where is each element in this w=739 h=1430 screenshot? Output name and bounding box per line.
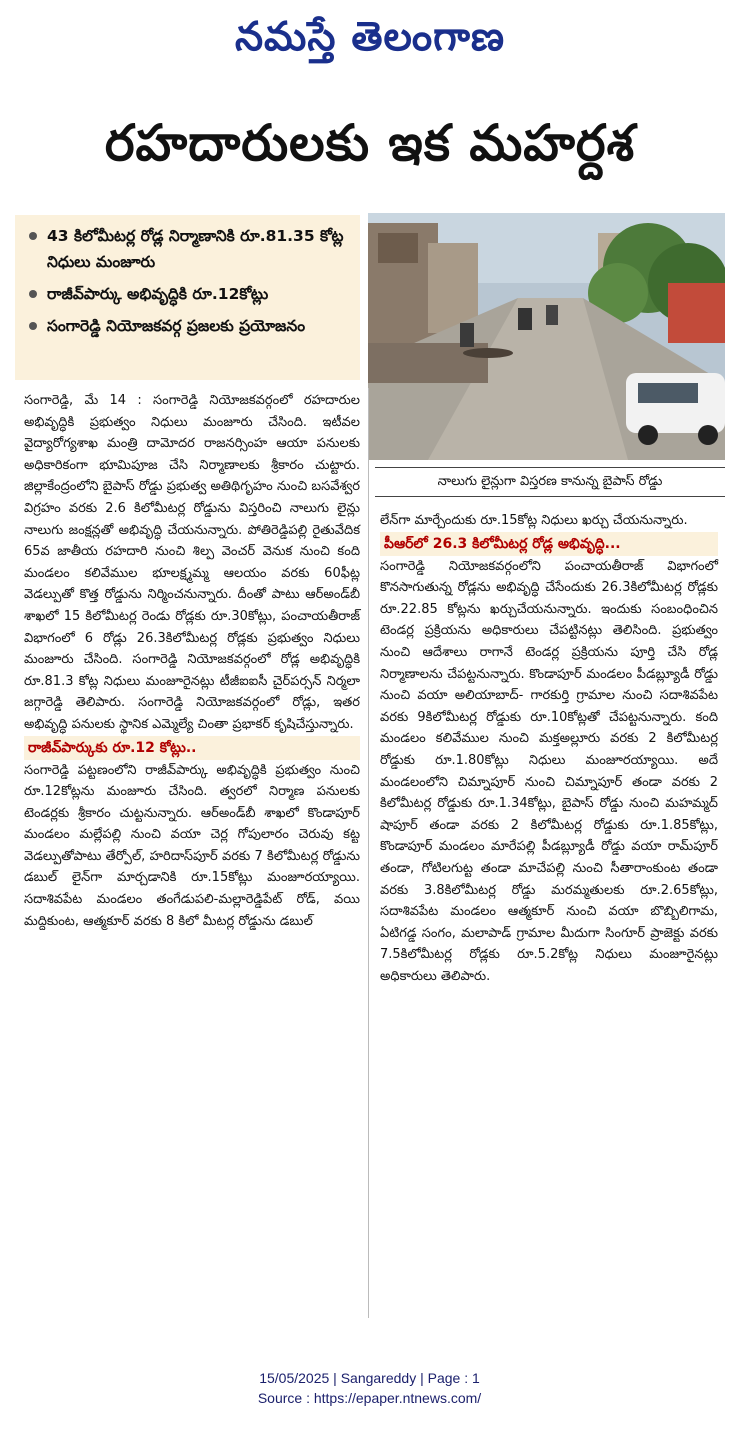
- highlight-text: 43 కిలోమీటర్ల రోడ్ల నిర్మాణానికి రూ.81.35 కోట్ల నిధులు మంజూరు: [47, 227, 344, 271]
- footer-date-line: 15/05/2025 | Sangareddy | Page : 1: [259, 1370, 480, 1386]
- section-subheading: రాజీవ్‌పార్కుకు రూ.12 కోట్లు..: [24, 736, 360, 760]
- highlight-item: [25, 313, 350, 339]
- bullet-icon: [29, 290, 37, 298]
- bullet-icon: [29, 232, 37, 240]
- highlights-box: [15, 215, 360, 380]
- photo-caption: నాలుగు లైన్లుగా విస్తరణ కానున్న బైపాస్ రోడ్డు: [375, 467, 725, 497]
- footer-source-line: Source : https://epaper.ntnews.com/: [257, 1390, 482, 1406]
- column-divider: [368, 388, 369, 1318]
- article-paragraph: సంగారెడ్డి పట్టణంలోని రాజీవ్‌పార్కు అభివృద్ధికి ప్రభుత్వం నుంచి రూ.12కోట్లను మంజూరు చేసింది. త్వరలో నిర్మాణ పనులకు టెండర్లకు శ్రీకారం చుట్టనున్నారు. ఆర్‌అండ్‌బీ శాఖలో కొండాపూర్ మండలం మల్లేపల్లి నుంచి వయా చెర్ల గోపులారం చెరువు కట్ట వెడల్పుతోపాటు తేర్పోల్, హరిదాస్‌పూర్ వరకు 7 కిలోమీటర్ల రోడ్డును డబుల్ లైన్‌గా మార్చడానికి రూ.15కోట్లు మంజూరయ్యాయి. సదాశివపేట మండలం తంగేడుపలి-మల్లారెడ్డిపేట్ రోడ్, వయి మద్దికుంట, ఆత్మకూర్ వరకు 8 కిలో మీటర్ల రోడ్డును డబుల్: [24, 762, 360, 929]
- section-subheading: పీఆర్‌లో 26.3 కిలోమీటర్ల రోడ్ల అభివృద్ధి...: [380, 532, 718, 556]
- bullet-icon: [29, 322, 37, 330]
- article-headline: రహదారులకు ఇక మహర్దశ: [104, 113, 636, 172]
- highlight-text: సంగారెడ్డి నియోజకవర్గ ప్రజలకు ప్రయోజనం: [47, 317, 306, 335]
- article-column-left: [24, 390, 360, 1320]
- article-paragraph: సంగారెడ్డి, మే 14 : సంగారెడ్డి నియోజకవర్గంలో రహదారుల అభివృద్ధికి ప్రభుత్వం నిధులు మంజూరు చేసింది. ఇటీవల వైద్యారోగ్యశాఖ మంత్రి దామోదర రాజనర్సింహ ఆయా పనులకు అధికారికంగా భూమిపూజ చేసి నిర్మాణాలకు శ్రీకారం చుట్టారు. జిల్లాకేంద్రంలోని బైపాస్ రోడ్డు ప్రభుత్వ అతిథిగృహం నుంచి బసవేశ్వర విగ్రహం వరకు 2.6 కిలోమీటర్ల రోడ్డును విస్తరించి నాలుగు లైన్లు నాలుగు జంక్షన్లతో అభివృద్ధి చేయనున్నారు. పోతిరెడ్డిపల్లి రైతువేదిక 65వ జాతీయ రహదారి నుంచి శిల్ప వెంచర్ వెనుక నుంచి కంది మండలం కలివేముల భూలక్ష్మమ్మ ఆలయం వరకు 60ఫీట్ల వెడల్పుతో కొత్త రోడ్డును నిర్మించనున్నారు. దీంతో పాటు ఆర్‌అండ్‌బీ శాఖలో 15 కిలోమీటర్ల రెండు రోడ్లకు రూ.30కోట్లు, పంచాయతీరాజ్ విభాగంలో 6 రోడ్లు 26.3కిలోమీటర్ల రోడ్లకు ప్రభుత్వం నిధులు మంజూరు చేసింది. సంగారెడ్డి నియోజకవర్గంలో రోడ్ల అభివృద్ధికి రూ.81.3 కోట్ల నిధులు మంజూరైనట్లు టీజీఐఐసీ చైర్‌పర్సన్ నిర్మలా జగ్గారెడ్డి తెలిపారు. సంగారెడ్డి నియోజకవర్గంలో రోడ్లు, ఇతర అభివృద్ధి పనులకు స్థానిక ఎమ్మెల్యే చింతా ప్రభాకర్ కృషిచేస్తున్నారు.: [24, 393, 360, 732]
- article-paragraph: లేన్‌గా మార్చేందుకు రూ.15కోట్ల నిధులు ఖర్చు చేయనున్నారు.: [380, 513, 688, 528]
- highlight-text: రాజీవ్‌పార్కు అభివృద్ధికి రూ.12కోట్లు: [47, 285, 269, 303]
- road-photo-illustration: [368, 213, 725, 460]
- highlight-item: [25, 281, 350, 307]
- highlight-item: [25, 223, 350, 275]
- article-paragraph: సంగారెడ్డి నియోజకవర్గంలోని పంచాయతీరాజ్ విభాగంలో కొనసాగుతున్న రోడ్లను అభివృద్ధి చేసేందుకు 26.3కిలోమీటర్ల రోడ్లకు రూ.22.85 కోట్లను ఖర్చుచేయనున్నారు. ఇందుకు సంబంధించిన టెండర్ల ప్రక్రియను అధికారులు చేపట్టినట్లు తెలిసింది. ప్రభుత్వం నుంచి ఆదేశాలు రాగానే టెండర్ల ప్రక్రియను పూర్తి చేసి రోడ్ల నిర్మాణాలను చేపట్టనున్నారు. కొండాపూర్ మండలం పీడబ్ల్యూడీ రోడ్డు నుంచి వయా అలియాబాద్- గారకుర్తి గ్రామాల నుంచి సదాశివపేట వరకు 9కిలోమీటర్ల రోడ్డుకు రూ.10కోట్లతో చేపట్టనున్నారు. కంది మండలం కలివేముల నుంచి మక్తఅల్లూరు వరకు 2 కిలోమీటర్ల రోడ్డుకు రూ.1.80కోట్లు నిధులు మంజూరయ్యాయి. అదే మండలంలోని చిమ్నాపూర్ నుంచి చిమ్నాపూర్ తండా వరకు 2 కిలోమీటర్ల రోడ్డుకు రూ.1.34కోట్లు, బైపాస్ రోడ్డు నుంచి మహమ్మద్ షాపూర్ తండా వరకు 2 కిలోమీటర్ల రోడ్డుకు రూ.1.85కోట్లు, కొండాపూర్ మండలం మారేపల్లి పీడబ్ల్యూడీ రోడ్డు వయా రామ్‌పూర్ తండా, గోటిలగుట్ట తండా మాచేపల్లి నుంచి సీతారాంకుంట తండా వరకు 3.8కిలోమీటర్ల రోడ్డు మరమ్మతులకు రూ.2.65కోట్లు, సదాశివపేట మండలం ఆత్మకూర్ నుంచి వయా బొబ్బిలిగామ, ఏటిగడ్డ సంగం, మలాపాడ్ గ్రామాల మీదుగా సింగూర్ ప్రాజెక్టు వరకు 7.5కిలోమీటర్ల రోడ్లకు రూ.5.2కోట్ల నిధులు మంజూరైనట్లు అధికారులు తెలిపారు.: [380, 558, 718, 984]
- newspaper-masthead: నమస్తే తెలంగాణ: [234, 12, 506, 60]
- article-column-right: [380, 510, 718, 1320]
- page-footer: [0, 1368, 739, 1408]
- road-photo: [368, 213, 725, 460]
